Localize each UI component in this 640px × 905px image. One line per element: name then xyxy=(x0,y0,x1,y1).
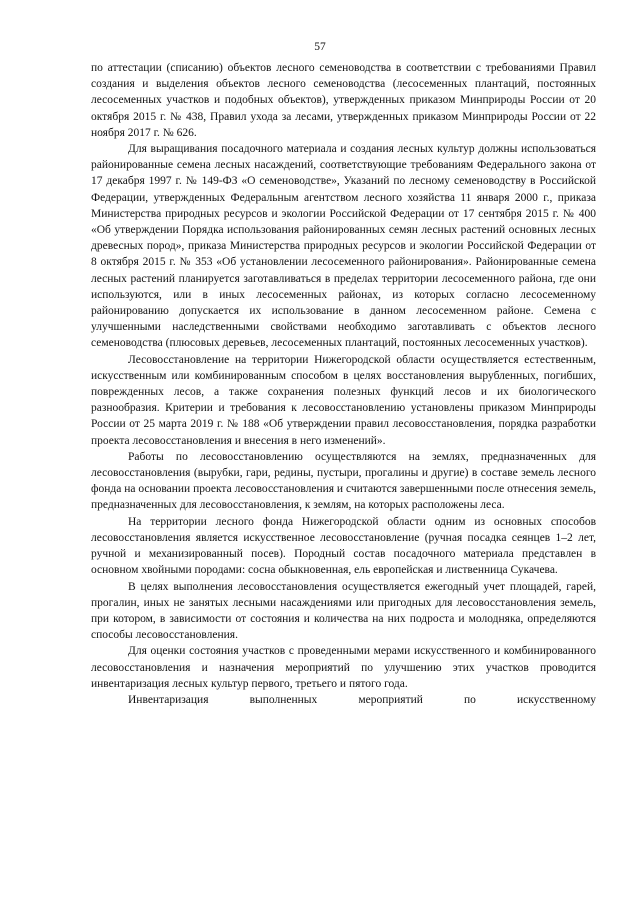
paragraph-plantation-inventory: Для оценки состояния участков с проведенными мерами искусственного и комбинированного лесовосстановления и назначения мероприятий по улучшению этих участков проводится инвентаризация лесных культур первого, третьего и пятого года. xyxy=(91,645,596,690)
paragraph-zoned-seeds: Для выращивания посадочного материала и создания лесных культур должны использоваться районированные семена лесных насаждений, соответствующие требованиям Федерального закона от 17 декабря 1997 г. № 149-ФЗ «О семеноводстве», Указаний по лесному семеноводству в Российской Федерации, утвержденных Федеральным агентством лесного хозяйства 11 января 2000 г., приказа Министерства природных ресурсов и экологии Российской Федерации от 17 сентября 2015 г. № 400 «Об утверждении Порядка использования районированных семян лесных растений основных лесных древесных пород», приказа Министерства природных ресурсов и экологии Российской Федерации от 8 октября 2015 г. № 353 «Об установлении лесосеменного районирования». Районированные семена лесных растений планируется заготавливаться в пределах территории лесосеменного района, где они используются, или в иных лесосеменных районах, из которых согласно лесосеменному районированию допускается их использование в данном лесосеменном районе. Семена с улучшенными наследственными свойствами необходимо заготавливать с объектов лесного семеноводства (плюсовых деревьев, лесосеменных плантаций, постоянных лесосеменных участков). xyxy=(91,143,596,350)
document-body xyxy=(91,60,596,708)
paragraph-reforestation-methods: Лесовосстановление на территории Нижегородской области осуществляется естественным, искусственным или комбинированным способом в целях восстановления вырубленных, погибших, поврежденных лесов, а также сохранения полезных функций лесов и их биологического разнообразия. Критерии и требования к лесовосстановлению установлены приказом Минприроды России от 25 марта 2019 г. № 188 «Об утверждении правил лесовосстановления, порядка разработки проекта лесовосстановления и внесения в него изменений». xyxy=(91,353,596,447)
paragraph-artificial-reforestation: На территории лесного фонда Нижегородской области одним из основных способов лесовосстановления является искусственное лесовосстановление (ручная посадка сеянцев 1–2 лет, ручной и механизированный посев). Породный состав посадочного материала представлен в основном хвойными породами: сосна обыкновенная, ель европейская и лиственница Сукачева. xyxy=(91,515,596,577)
paragraph-reforestation-lands: Работы по лесовосстановлению осуществляются на землях, предназначенных для лесовосстановления (вырубки, гари, редины, пустыри, прогалины и другие) в составе земель лесного фонда на основании проекта лесовосстановления и считаются завершенными после отнесения земель, предназначенных для лесовосстановления, к землям, на которых расположены леса. xyxy=(91,450,596,512)
paragraph-inventory-continued: Инвентаризация выполненных мероприятий по искусственному xyxy=(128,693,596,706)
paragraph-seed-certification: по аттестации (списанию) объектов лесного семеноводства в соответствии с требованиями Правил создания и выделения объектов лесного семеноводства (лесосеменных плантаций, постоянных лесосеменных участков и подобных объектов), утвержденных приказом Минприроды России от 20 октября 2015 г. № 438, Правил ухода за лесами, утвержденных приказом Минприроды России от 22 ноября 2017 г. № 626. xyxy=(91,62,596,139)
paragraph-annual-accounting: В целях выполнения лесовосстановления осуществляется ежегодный учет площадей, гарей, прогалин, иных не занятых лесными насаждениями или пригодных для лесовосстановления земель, при котором, в зависимости от состояния и количества на них подроста и молодняка, определяются способы лесовосстановления. xyxy=(91,580,596,642)
page-number: 57 xyxy=(314,41,326,53)
